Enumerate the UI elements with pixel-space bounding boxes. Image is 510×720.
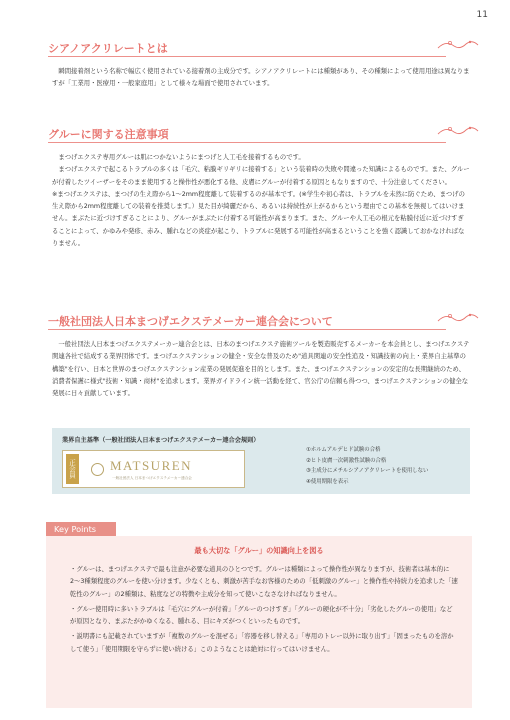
page-number: 11 (476, 10, 488, 20)
paragraph: まつげエクステで起こるトラブルの多くは「毛穴、粘膜ギリギリに接着する」という装着時の失敗や間違った知識によるものです。また、グルーが付着したツイーザーをそのまま使用すると操作性が悪化する他、皮膚にグルーが付着する原因ともなりますので、十分注意してください。 (52, 166, 470, 186)
paragraph-note: ※まつげエクステは、まつげの生え際から1〜2mm程度離して装着するのが基本です。(※学生や初心者は、トラブルを未然に防ぐため、まつげの生え際から2mm程度離しての装着を推奨します。）見た目が綺麗だから、あるいは持続性が上がるからという理由でこの基本を無視してはいけません。まぶたに近づけすぎることにより、グルーがまぶたに付着する可能性が高まります。また、グルーや人工毛の根元を粘膜付近に近づけすぎることによって、かゆみや発疹、赤み、腫れなどの炎症が起こり、トラブルに発展する可能性が高まるということを強く認識しておかなければなりません。 (52, 190, 465, 248)
requirements-list (306, 445, 428, 487)
logo-subtitle: 一般社団法人 日本まつげエクステメーカー連合会 (112, 476, 192, 480)
section-title-cyanoacrylate: シアノアクリレートとは (48, 42, 168, 55)
paragraph: まつげエクステ専用グルーは肌につかないようにまつげと人工毛を接着するものです。 (58, 154, 305, 161)
paragraph: 一般社団法人日本まつげエクステメーカー連合会とは、日本のまつげエクステ施術ツールを製造販売するメーカーを本会員とし、まつげエクステ関連各社で結成する業界団体です。まつげエクステンションの健全・安全な普及のため"道具関連の安全性追及・知識技術の向上・業界自主基準の構築"を行い、日本と世界のまつげエクステンション産業の発展促進を目的とします。また、まつげエクステンションの安定的な長期継続のため、消費者保護に様式"技術・知識・商材"を追求します。業界ガイドライン統一活動を経て、官公庁の信頼も得つつ、まつげエクステンションの健全な発展に日々貢献しています。 (52, 341, 470, 398)
ornament-icon (436, 38, 480, 52)
ornament-icon (436, 311, 480, 325)
industry-standards-box (52, 428, 470, 494)
section-title-glue-precautions: グルーに関する注意事項 (48, 128, 169, 141)
section-divider (48, 329, 446, 330)
matsuren-logo (62, 450, 245, 488)
standards-title: 業界自主基準（一般社団法人日本まつげエクステメーカー連合会規則） (62, 437, 260, 444)
section-title-matsuren: 一般社団法人日本まつげエクステメーカー連合会について (48, 315, 333, 328)
logo-name: MATSUREN (110, 458, 193, 473)
paragraph: 瞬間接着剤という名称で幅広く使用されている接着剤の主成分です。シアノアクリレートには種類があり、その種類によって使用用途は異なりますが「工業用・医療用・一般家庭用」として様々な場面で使用されています。 (52, 68, 470, 88)
key-points-tab: Key Points (46, 522, 116, 536)
list-item: ・説明書にも記載されていますが「複数のグルーを混ぜる」「容器を移し替える」「専用のトレー以外に取り出す」「固まったものを溶かして使う」「使用期限を守らずに使い続ける」このようなことは絶対に行ってはいけません。 (70, 633, 454, 653)
logo-mark-icon (91, 463, 104, 476)
key-points-box (46, 536, 472, 708)
section-divider (48, 142, 446, 143)
list-item: ③主成分にメチルシアノアクリレートを使用しない (306, 468, 429, 474)
logo-member-tag: 正会員 (66, 454, 79, 484)
list-item: ④使用期限を表示 (306, 478, 349, 485)
ornament-icon (436, 124, 480, 138)
section-body-matsuren (52, 339, 470, 400)
list-item: ・グルー使用時に多いトラブルは「毛穴にグルーが付着」「グルーのつけすぎ」「グルーの硬化が不十分」「劣化したグルーの使用」などが原因となり、まぶたがかゆくなる、腫れる、目にキズがつくといったものです。 (70, 605, 453, 626)
key-points-heading: 最も大切な「グルー」の知識向上を図る (194, 546, 324, 555)
section-divider (48, 56, 446, 57)
list-item: ・グルーは、まつげエクステで最も注意が必要な道具のひとつです。グルーは種類によって操作性が異なりますが、技術者は基本的に2〜3種類程度のグルーを使い分けます。少なくとも、刺激が苦手なお客様のための「低刺激のグルー」と操作性や持続力を追求した「速乾性のグルー」の2種類は、粘度などの特徴や主成分を知って使いこなさなければなりません。 (70, 566, 458, 598)
section-body-cyanoacrylate (52, 66, 470, 91)
section-body-glue-precautions (52, 152, 470, 250)
list-item: ②ヒト皮膚一次刺激性試験の合格 (306, 457, 387, 464)
key-points-body (70, 564, 458, 659)
list-item: ①ホルムアルデヒド試験の合格 (306, 447, 381, 453)
